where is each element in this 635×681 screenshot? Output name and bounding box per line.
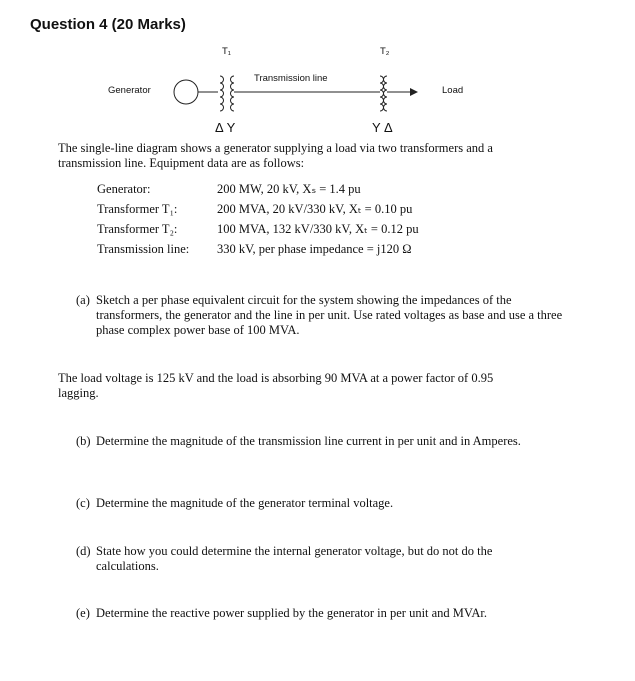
equipment-data: 100 MVA, 132 kV/330 kV, Xₜ = 0.12 pu	[217, 222, 419, 236]
equipment-row	[97, 222, 577, 237]
part-e	[76, 606, 516, 621]
single-line-diagram	[90, 40, 490, 140]
part-text: Determine the reactive power supplied by the generator in per unit and MVAr.	[96, 606, 487, 620]
equipment-name: Transformer T₂:	[97, 222, 178, 236]
part-label: (b)	[76, 434, 91, 448]
part-text: Determine the magnitude of the generator terminal voltage.	[96, 496, 394, 510]
t2-connection: Y Δ	[372, 120, 393, 135]
equipment-name: Transmission line:	[97, 242, 190, 256]
load-label: Load	[442, 85, 464, 96]
load-paragraph: The load voltage is 125 kV and the load is absorbing 90 MVA at a power factor of 0.95 lagging.	[58, 371, 494, 400]
part-text: Sketch a per phase equivalent circuit for the system showing the impedances of the transformers, the generator and the line in per unit. Use rated voltages as base and use a three phase complex power base of 100 MVA.	[96, 293, 563, 337]
equipment-row	[97, 182, 577, 197]
t1-label: T₁	[222, 46, 232, 57]
part-label: (c)	[76, 496, 90, 510]
part-text: Determine the magnitude of the transmission line current in per unit and in Amperes.	[96, 434, 521, 448]
equipment-data: 200 MVA, 20 kV/330 kV, Xₜ = 0.10 pu	[217, 202, 413, 216]
part-text: State how you could determine the internal generator voltage, but do not do the calculations.	[96, 544, 493, 573]
part-d	[76, 544, 556, 574]
part-label: (a)	[76, 293, 90, 307]
part-label: (e)	[76, 606, 90, 620]
intro-paragraph: The single-line diagram shows a generator supplying a load via two transformers and a transmission line. Equipment data are as follows:	[58, 141, 493, 170]
question-title: Question 4 (20 Marks)	[30, 16, 186, 33]
equipment-name: Generator:	[97, 182, 151, 196]
generator-label: Generator	[108, 85, 151, 96]
part-label: (d)	[76, 544, 91, 558]
equipment-data: 330 kV, per phase impedance = j120 Ω	[217, 242, 412, 256]
equipment-row	[97, 242, 577, 257]
part-c	[76, 496, 576, 511]
t1-connection: Δ Y	[215, 120, 236, 135]
part-b	[76, 434, 546, 449]
equipment-row	[97, 202, 577, 217]
equipment-name: Transformer T₁:	[97, 202, 178, 216]
part-a	[76, 293, 566, 338]
transmission-line-label: Transmission line	[254, 73, 328, 84]
t2-label: T₂	[380, 46, 390, 57]
equipment-data: 200 MW, 20 kV, Xₛ = 1.4 pu	[217, 182, 361, 196]
